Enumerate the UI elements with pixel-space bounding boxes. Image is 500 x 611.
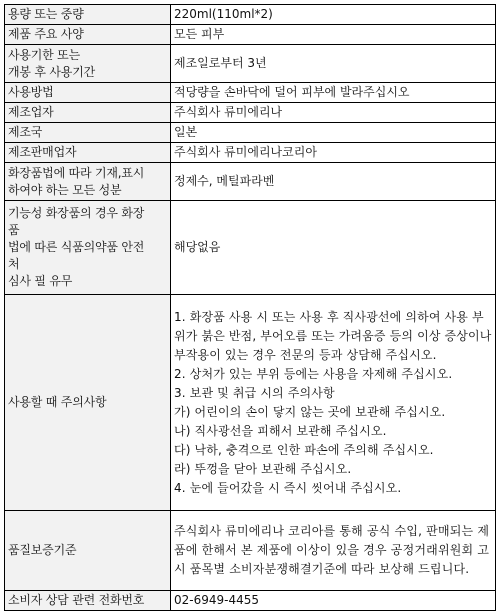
warning-item: 라) 뚜껑을 닫아 보관해 주십시오.: [174, 461, 352, 476]
row-quality: [5, 511, 496, 591]
label-main-spec: 제품 주요 사양: [5, 25, 171, 45]
value-functional-review: 해당없음: [171, 201, 496, 295]
warnings-list: [171, 295, 496, 511]
value-ingredients: 정제수, 메틸파라벤: [171, 163, 496, 201]
row-ingredients: [5, 163, 496, 201]
row-manufacturer: [5, 103, 496, 123]
row-country: [5, 123, 496, 143]
value-volume: 220ml(110ml*2): [171, 5, 496, 25]
warning-item: 다) 낙하, 충격으로 인한 파손에 주의해 주십시오.: [174, 442, 434, 457]
label-volume: 용량 또는 중량: [5, 5, 171, 25]
label-ingredients: 화장품법에 따라 기재,표시 하여야 하는 모든 성분: [5, 163, 171, 201]
row-contact: [5, 591, 496, 611]
value-distributor: 주식회사 류미에리나코리아: [171, 143, 496, 163]
product-info-sheet: [4, 4, 496, 611]
warning-item: 2. 상처가 있는 부위 등에는 사용을 자제해 주십시오.: [174, 366, 453, 381]
value-country: 일본: [171, 123, 496, 143]
row-functional-review: [5, 201, 496, 295]
label-expiry: 사용기한 또는 개봉 후 사용기간: [5, 45, 171, 83]
row-volume: [5, 5, 496, 25]
row-warnings: [5, 295, 496, 511]
label-functional-review: 기능성 화장품의 경우 화장 품 법에 따른 식품의약품 안전 처 심사 필 유무: [5, 201, 171, 295]
value-usage: 적당량을 손바닥에 덜어 피부에 발라주십시오: [171, 83, 496, 103]
row-usage: [5, 83, 496, 103]
label-distributor: 제조판매업자: [5, 143, 171, 163]
value-quality: 주식회사 류미에리나 코리아를 통해 공식 수입, 판매되는 제품에 한해서 본 제품에 이상이 있을 경우 공정거래위원회 고시 품목별 소비자분쟁해결기준에 따라 보상해 드립니다.: [171, 511, 496, 591]
value-main-spec: 모든 피부: [171, 25, 496, 45]
warning-item: 4. 눈에 들어갔을 시 즉시 씻어내 주십시오.: [174, 480, 402, 495]
label-manufacturer: 제조업자: [5, 103, 171, 123]
label-country: 제조국: [5, 123, 171, 143]
value-contact-phone: 02-6949-4455: [171, 591, 496, 611]
warning-item: 가) 어린이의 손이 닿지 않는 곳에 보관해 주십시오.: [174, 404, 446, 419]
row-main-spec: [5, 25, 496, 45]
product-spec-table: [4, 4, 496, 611]
warning-item: 1. 화장품 사용 시 또는 사용 후 직사광선에 의하여 사용 부위가 붉은 반점, 부어오름 또는 가려움증 등의 이상 증상이나 부작용이 있는 경우 전문의 등과 상담해 주십시오.: [174, 309, 492, 362]
label-quality: 품질보증기준: [5, 511, 171, 591]
value-manufacturer: 주식회사 류미에리나: [171, 103, 496, 123]
row-expiry: [5, 45, 496, 83]
label-contact: 소비자 상담 관련 전화번호: [5, 591, 171, 611]
warning-item: 3. 보관 및 취급 시의 주의사항: [174, 385, 335, 400]
label-usage: 사용방법: [5, 83, 171, 103]
value-expiry: 제조일로부터 3년: [171, 45, 496, 83]
label-warnings: 사용할 때 주의사항: [5, 295, 171, 511]
row-distributor: [5, 143, 496, 163]
warning-item: 나) 직사광선을 피해서 보관해 주십시오.: [174, 423, 387, 438]
